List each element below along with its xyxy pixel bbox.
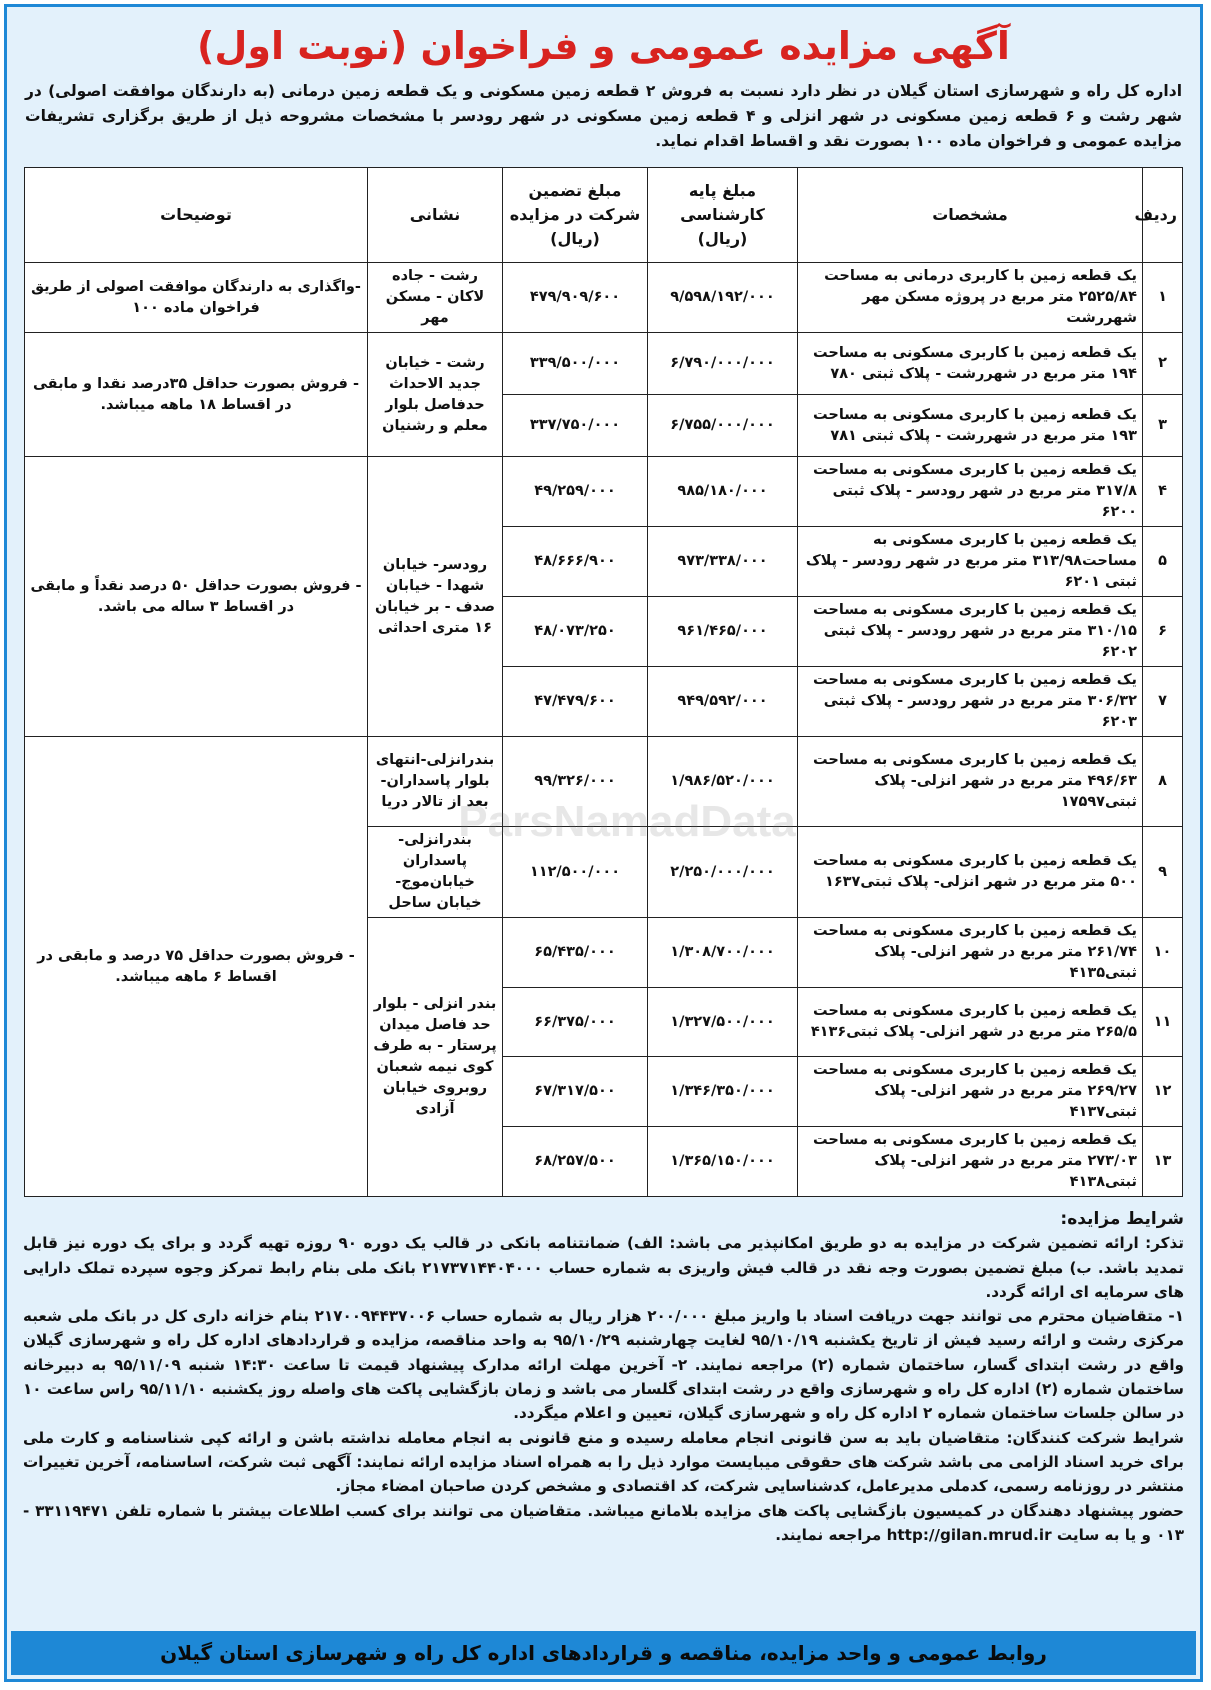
row-base-price: ۱/۳۲۷/۵۰۰/۰۰۰ [648,988,798,1057]
table-row [25,737,1183,827]
conditions-contact: حضور پیشنهاد دهندگان در کمیسیون بازگشایی پاکت های مزایده بلامانع میباشد. متقاضیان می توانند برای کسب اطلاعات بیشتر با شماره تلفن ۳۳۱۱۹۴۷۱ - ۰۱۳ و یا به سایت http://gilan.mrud.ir مراجعه نمایند. [23,1501,1184,1544]
ad-frame [4,4,1203,1682]
row-number: ۱ [1143,263,1183,333]
row-notes: -واگذاری به دارندگان موافقت اصولی از طریق فراخوان ماده ۱۰۰ [25,263,368,333]
row-spec: یک قطعه زمین با کاربری مسکونی به مساحت ۳۱۷/۸ متر مربع در شهر رودسر - پلاک ثبتی ۶۲۰۰ [798,457,1143,527]
row-notes: - فروش بصورت حداقل ۷۵ درصد و مابقی در اقساط ۶ ماهه میباشد. [25,737,368,1197]
intro-paragraph: اداره کل راه و شهرسازی استان گیلان در نظر دارد نسبت به فروش ۲ قطعه زمین مسکونی و یک قطعه زمین درمانی (به دارندگان موافقت اصولی) در شهر رشت و ۶ قطعه زمین مسکونی در شهر انزلی و ۴ قطعه زمین مسکونی در شهر رودسر با مشخصات مشروحه ذیل از طریق برگزاری تشریفات مزایده عمومی و فراخوان ماده ۱۰۰ بصورت نقد و اقساط اقدام نماید. [25,82,1183,150]
row-number: ۷ [1143,667,1183,737]
row-base-price: ۲/۲۵۰/۰۰۰/۰۰۰ [648,827,798,918]
row-deposit: ۶۵/۴۳۵/۰۰۰ [503,918,648,988]
row-spec: یک قطعه زمین با کاربری مسکونی به مساحت ۲۶۱/۷۴ متر مربع در شهر انزلی- پلاک ثبتی۴۱۳۵ [798,918,1143,988]
row-number: ۱۰ [1143,918,1183,988]
row-base-price: ۹۸۵/۱۸۰/۰۰۰ [648,457,798,527]
row-spec: یک قطعه زمین با کاربری مسکونی به مساحت ۱۹۴ متر مربع در شهررشت - پلاک ثبتی ۷۸۰ [798,333,1143,395]
row-spec: یک قطعه زمین با کاربری مسکونی به مساحت ۲۶۹/۲۷ متر مربع در شهر انزلی- پلاک ثبتی۴۱۳۷ [798,1057,1143,1127]
row-deposit: ۳۳۹/۵۰۰/۰۰۰ [503,333,648,395]
row-spec: یک قطعه زمین با کاربری مسکونی به مساحت ۵۰۰ متر مربع در شهر انزلی- پلاک ثبتی۱۶۳۷ [798,827,1143,918]
row-base-price: ۱/۳۶۵/۱۵۰/۰۰۰ [648,1127,798,1197]
row-deposit: ۴۸/۰۷۳/۲۵۰ [503,597,648,667]
row-number: ۱۳ [1143,1127,1183,1197]
conditions-guarantee-note: تذکر: ارائه تضمین شرکت در مزایده به دو طریق امکانپذیر می باشد: الف) ضمانتنامه بانکی در قالب یک دوره ۹۰ روزه تهیه گردد و برای یک دوره نیز قابل تمدید باشد. ب) مبلغ تضمین بصورت وجه نقد در قالب فیش واریزی به شماره حساب ۲۱۷۳۷۱۴۴۰۴۰۰۰ بانک ملی بنام رابط تمرکز وجوه سپرده تملک دارایی های سرمایه ای ارائه گردد. [23,1234,1184,1301]
row-number: ۱۲ [1143,1057,1183,1127]
ad-content [17,15,1190,1671]
row-spec: یک قطعه زمین با کاربری مسکونی به مساحت ۳۱۰/۱۵ متر مربع در شهر رودسر - پلاک ثبتی ۶۲۰۲ [798,597,1143,667]
row-deposit: ۹۹/۳۲۶/۰۰۰ [503,737,648,827]
header-address: نشانی [368,168,503,263]
row-spec: یک قطعه زمین با کاربری درمانی به مساحت ۲۵۲۵/۸۴ متر مربع در پروژه مسکن مهر شهررشت [798,263,1143,333]
row-base-price: ۱/۹۸۶/۵۲۰/۰۰۰ [648,737,798,827]
header-deposit: مبلغ تضمین شرکت در مزایده (ریال) [503,168,648,263]
conditions-title: شرایط مزایده: [1060,1209,1184,1229]
row-address: بندر انزلی - بلوار حد فاصل میدان پرستار - به طرف کوی نیمه شعبان روبروی خیابان آزادی [368,918,503,1197]
row-spec: یک قطعه زمین با کاربری مسکونی به مساحت۳۱۳/۹۸ متر مربع در شهر رودسر - پلاک ثبتی ۶۲۰۱ [798,527,1143,597]
table-row [25,263,1183,333]
row-base-price: ۹/۵۹۸/۱۹۲/۰۰۰ [648,263,798,333]
row-base-price: ۹۴۹/۵۹۲/۰۰۰ [648,667,798,737]
row-number: ۲ [1143,333,1183,395]
row-number: ۱۱ [1143,988,1183,1057]
row-deposit: ۴۷/۴۷۹/۶۰۰ [503,667,648,737]
row-number: ۴ [1143,457,1183,527]
row-address: رشت - خیابان جدید الاحداث حدفاصل بلوار معلم و رشنیان [368,333,503,457]
row-spec: یک قطعه زمین با کاربری مسکونی به مساحت ۴۹۶/۶۳ متر مربع در شهر انزلی- پلاک ثبتی۱۷۵۹۷ [798,737,1143,827]
row-address: رودسر- خیابان شهدا - خیابان صدف - بر خیابان ۱۶ متری احداثی [368,457,503,737]
row-number: ۹ [1143,827,1183,918]
row-notes: - فروش بصورت حداقل ۵۰ درصد نقداً و مابقی در اقساط ۳ ساله می باشد. [25,457,368,737]
row-address: بندرانزلی-انتهای بلوار پاسداران-بعد از تالار دریا [368,737,503,827]
row-address: بندرانزلی-پاسداران خیابان‌موج-خیابان ساحل [368,827,503,918]
auction-conditions [17,1197,1190,1575]
row-notes: - فروش بصورت حداقل ۳۵درصد نقدا و مابقی در اقساط ۱۸ ماهه میباشد. [25,333,368,457]
row-spec: یک قطعه زمین با کاربری مسکونی به مساحت ۱۹۳ متر مربع در شهررشت - پلاک ثبتی ۷۸۱ [798,395,1143,457]
row-spec: یک قطعه زمین با کاربری مسکونی به مساحت ۲۷۳/۰۳ متر مربع در شهر انزلی- پلاک ثبتی۴۱۳۸ [798,1127,1143,1197]
table-row [25,457,1183,527]
header-notes: توضیحات [25,168,368,263]
header-row-number: ردیف [1143,168,1183,263]
table-header-row [25,168,1183,263]
conditions-participants: شرایط شرکت کنندگان: متقاضیان باید به سن قانونی انجام معامله رسیده و منع قانونی به انجام معامله نداشته باشن و ارائه کپی شناسنامه و کارت ملی برای خرید اسناد الزامی می باشد شرکت های حقوقی میبایست موارد ذیل را به همراه اسناد مزایده ارائه نمایند: آگهی ثبت شرکت، اساسنامه، آخرین تغییرات منتشر در روزنامه رسمی، کدملی مدیرعامل، کدشناسایی شرکت، کد اقتصادی و مشخص کردن صاحبان امضاء مجاز. [23,1428,1184,1496]
row-deposit: ۳۳۷/۷۵۰/۰۰۰ [503,395,648,457]
table-row [25,333,1183,395]
row-deposit: ۴۸/۶۶۶/۹۰۰ [503,527,648,597]
row-base-price: ۱/۳۴۶/۳۵۰/۰۰۰ [648,1057,798,1127]
header-base-price: مبلغ پایه کارشناسی (ریال) [648,168,798,263]
row-deposit: ۶۷/۳۱۷/۵۰۰ [503,1057,648,1127]
row-base-price: ۶/۷۹۰/۰۰۰/۰۰۰ [648,333,798,395]
header-spec: مشخصات [798,168,1143,263]
row-address: رشت - جاده لاکان - مسکن مهر [368,263,503,333]
ad-title: آگهی مزایده عمومی و فراخوان (نوبت اول) [197,24,1010,68]
row-number: ۶ [1143,597,1183,667]
footer-banner: روابط عمومی و واحد مزایده، مناقصه و قراردادهای اداره کل راه و شهرسازی استان گیلان [11,1631,1196,1675]
row-base-price: ۶/۷۵۵/۰۰۰/۰۰۰ [648,395,798,457]
row-base-price: ۹۷۳/۳۳۸/۰۰۰ [648,527,798,597]
row-number: ۳ [1143,395,1183,457]
row-base-price: ۹۶۱/۴۶۵/۰۰۰ [648,597,798,667]
row-number: ۵ [1143,527,1183,597]
row-spec: یک قطعه زمین با کاربری مسکونی به مساحت ۲۶۵/۵ متر مربع در شهر انزلی- پلاک ثبتی۴۱۳۶ [798,988,1143,1057]
row-deposit: ۴۹/۲۵۹/۰۰۰ [503,457,648,527]
row-base-price: ۱/۳۰۸/۷۰۰/۰۰۰ [648,918,798,988]
conditions-documents: ۱- متقاضیان محترم می توانند جهت دریافت اسناد با واریز مبلغ ۲۰۰/۰۰۰ هزار ریال به شماره حساب ۲۱۷۰۰۹۴۴۳۷۰۰۶ بنام خزانه داری کل در بانک ملی شعبه مرکزی رشت و ارائه رسید فیش از تاریخ یکشنبه ۹۵/۱۰/۱۹ لغایت چهارشنبه ۹۵/۱۰/۲۹ به واحد مناقصه، مزایده و قراردادهای اداره کل راه و شهرسازی گیلان واقع در رشت ابتدای گسار، ساختمان شماره (۲) مراجعه نمایند. ۲- آخرین مهلت ارائه مدارک پیشنهاد قیمت تا ساعت ۱۴:۳۰ شنبه ۹۵/۱۱/۰۹ به دبیرخانه ساختمان شماره (۲) اداره کل راه و شهرسازی واقع در رشت ابتدای گلسار می باشد و زمان بازگشایی پاکت های واصله روز یکشنبه ۹۵/۱۱/۱۰ راس ساعت ۱۰ در سالن جلسات ساختمان شماره ۲ اداره کل راه و شهرسازی گیلان، تعیین و اعلام میگردد. [23,1307,1184,1423]
auction-table [24,167,1183,1197]
row-deposit: ۱۱۲/۵۰۰/۰۰۰ [503,827,648,918]
row-spec: یک قطعه زمین با کاربری مسکونی به مساحت ۳۰۶/۳۲ متر مربع در شهر رودسر - پلاک ثبتی ۶۲۰۳ [798,667,1143,737]
row-deposit: ۴۷۹/۹۰۹/۶۰۰ [503,263,648,333]
row-deposit: ۶۸/۲۵۷/۵۰۰ [503,1127,648,1197]
row-deposit: ۶۶/۳۷۵/۰۰۰ [503,988,648,1057]
row-number: ۸ [1143,737,1183,827]
